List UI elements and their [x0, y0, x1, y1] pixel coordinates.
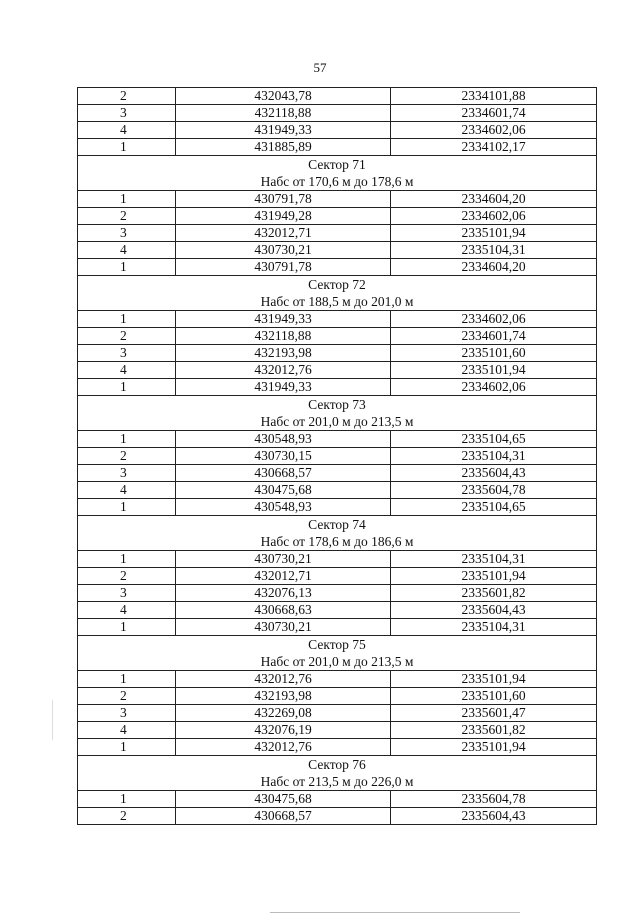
point-row: [78, 88, 597, 105]
point-row: [78, 568, 597, 585]
y-coordinate-cell: 2335104,65: [391, 499, 597, 516]
point-row: [78, 482, 597, 499]
point-number-cell: 1: [78, 619, 176, 636]
x-coordinate-cell: 431949,33: [176, 379, 391, 396]
y-coordinate-cell: 2335101,94: [391, 568, 597, 585]
x-coordinate-cell: 432012,76: [176, 739, 391, 756]
point-row: [78, 465, 597, 482]
point-number-cell: 3: [78, 705, 176, 722]
point-row: [78, 328, 597, 345]
point-number-cell: 1: [78, 191, 176, 208]
point-row: [78, 139, 597, 156]
y-coordinate-cell: 2335604,43: [391, 808, 597, 825]
point-number-cell: 1: [78, 431, 176, 448]
x-coordinate-cell: 432118,88: [176, 328, 391, 345]
y-coordinate-cell: 2334602,06: [391, 379, 597, 396]
point-number-cell: 4: [78, 122, 176, 139]
sector-header: [78, 156, 597, 191]
point-number-cell: 4: [78, 602, 176, 619]
x-coordinate-cell: 431949,28: [176, 208, 391, 225]
point-number-cell: 2: [78, 568, 176, 585]
y-coordinate-cell: 2335101,94: [391, 739, 597, 756]
point-row: [78, 499, 597, 516]
point-row: [78, 705, 597, 722]
point-number-cell: 3: [78, 345, 176, 362]
sector-header-row: [78, 636, 597, 671]
point-row: [78, 448, 597, 465]
sector-header-row: [78, 396, 597, 431]
y-coordinate-cell: 2335104,65: [391, 431, 597, 448]
sector-height-range: Набс от 188,5 м до 201,0 м: [260, 294, 414, 309]
x-coordinate-cell: 432269,08: [176, 705, 391, 722]
x-coordinate-cell: 431885,89: [176, 139, 391, 156]
y-coordinate-cell: 2335601,82: [391, 585, 597, 602]
x-coordinate-cell: 430730,21: [176, 619, 391, 636]
point-row: [78, 105, 597, 122]
y-coordinate-cell: 2335101,94: [391, 225, 597, 242]
x-coordinate-cell: 432193,98: [176, 345, 391, 362]
y-coordinate-cell: 2335104,31: [391, 242, 597, 259]
y-coordinate-cell: 2334601,74: [391, 105, 597, 122]
x-coordinate-cell: 430475,68: [176, 791, 391, 808]
point-number-cell: 1: [78, 551, 176, 568]
point-number-cell: 4: [78, 482, 176, 499]
point-number-cell: 1: [78, 259, 176, 276]
point-number-cell: 1: [78, 139, 176, 156]
point-number-cell: 2: [78, 208, 176, 225]
y-coordinate-cell: 2335604,78: [391, 482, 597, 499]
point-row: [78, 225, 597, 242]
point-row: [78, 311, 597, 328]
sector-header: [78, 396, 597, 431]
y-coordinate-cell: 2334602,06: [391, 208, 597, 225]
x-coordinate-cell: 430730,15: [176, 448, 391, 465]
x-coordinate-cell: 432012,76: [176, 671, 391, 688]
sector-height-range: Набс от 201,0 м до 213,5 м: [260, 414, 414, 429]
x-coordinate-cell: 430475,68: [176, 482, 391, 499]
point-number-cell: 4: [78, 722, 176, 739]
sector-header-row: [78, 516, 597, 551]
point-row: [78, 688, 597, 705]
point-row: [78, 431, 597, 448]
sector-title: Сектор 75: [308, 637, 366, 652]
x-coordinate-cell: 431949,33: [176, 122, 391, 139]
point-number-cell: 1: [78, 791, 176, 808]
point-row: [78, 671, 597, 688]
point-row: [78, 722, 597, 739]
sector-title: Сектор 76: [308, 757, 366, 772]
point-number-cell: 3: [78, 225, 176, 242]
y-coordinate-cell: 2335604,78: [391, 791, 597, 808]
point-row: [78, 345, 597, 362]
point-number-cell: 1: [78, 379, 176, 396]
x-coordinate-cell: 432076,13: [176, 585, 391, 602]
point-row: [78, 242, 597, 259]
x-coordinate-cell: 430668,57: [176, 808, 391, 825]
sector-header: [78, 276, 597, 311]
sector-header-row: [78, 276, 597, 311]
sector-height-range: Набс от 170,6 м до 178,6 м: [260, 174, 414, 189]
sector-height-range: Набс от 201,0 м до 213,5 м: [260, 654, 414, 669]
y-coordinate-cell: 2335101,94: [391, 671, 597, 688]
point-number-cell: 1: [78, 311, 176, 328]
point-number-cell: 4: [78, 242, 176, 259]
x-coordinate-cell: 430548,93: [176, 431, 391, 448]
point-row: [78, 259, 597, 276]
y-coordinate-cell: 2334102,17: [391, 139, 597, 156]
point-number-cell: 4: [78, 362, 176, 379]
y-coordinate-cell: 2335101,60: [391, 345, 597, 362]
y-coordinate-cell: 2335604,43: [391, 465, 597, 482]
point-number-cell: 3: [78, 585, 176, 602]
x-coordinate-cell: 430668,63: [176, 602, 391, 619]
x-coordinate-cell: 430668,57: [176, 465, 391, 482]
page-number: 57: [313, 60, 327, 75]
sector-title: Сектор 71: [308, 157, 366, 172]
coordinates-table-body: [78, 88, 597, 825]
coordinates-table: [77, 87, 597, 825]
point-number-cell: 1: [78, 671, 176, 688]
x-coordinate-cell: 430730,21: [176, 242, 391, 259]
x-coordinate-cell: 430791,78: [176, 191, 391, 208]
point-number-cell: 3: [78, 465, 176, 482]
point-row: [78, 808, 597, 825]
point-number-cell: 2: [78, 808, 176, 825]
y-coordinate-cell: 2334604,20: [391, 191, 597, 208]
x-coordinate-cell: 430548,93: [176, 499, 391, 516]
point-row: [78, 619, 597, 636]
y-coordinate-cell: 2335101,60: [391, 688, 597, 705]
sector-header-row: [78, 156, 597, 191]
point-row: [78, 208, 597, 225]
sector-title: Сектор 74: [308, 517, 366, 532]
y-coordinate-cell: 2335601,47: [391, 705, 597, 722]
sector-title: Сектор 72: [308, 277, 366, 292]
point-row: [78, 551, 597, 568]
scan-artifact-edge: [52, 700, 53, 740]
x-coordinate-cell: 431949,33: [176, 311, 391, 328]
point-number-cell: 2: [78, 448, 176, 465]
point-number-cell: 2: [78, 688, 176, 705]
point-row: [78, 191, 597, 208]
x-coordinate-cell: 432118,88: [176, 105, 391, 122]
x-coordinate-cell: 430791,78: [176, 259, 391, 276]
point-number-cell: 3: [78, 105, 176, 122]
sector-height-range: Набс от 178,6 м до 186,6 м: [260, 534, 414, 549]
x-coordinate-cell: 432012,71: [176, 568, 391, 585]
sector-title: Сектор 73: [308, 397, 366, 412]
y-coordinate-cell: 2334601,74: [391, 328, 597, 345]
point-row: [78, 585, 597, 602]
sector-header: [78, 756, 597, 791]
sector-header-row: [78, 756, 597, 791]
x-coordinate-cell: 432012,71: [176, 225, 391, 242]
point-row: [78, 362, 597, 379]
x-coordinate-cell: 432012,76: [176, 362, 391, 379]
y-coordinate-cell: 2334604,20: [391, 259, 597, 276]
point-number-cell: 2: [78, 328, 176, 345]
y-coordinate-cell: 2335104,31: [391, 551, 597, 568]
point-number-cell: 2: [78, 88, 176, 105]
y-coordinate-cell: 2335604,43: [391, 602, 597, 619]
y-coordinate-cell: 2335601,82: [391, 722, 597, 739]
x-coordinate-cell: 432193,98: [176, 688, 391, 705]
sector-header: [78, 636, 597, 671]
point-row: [78, 791, 597, 808]
y-coordinate-cell: 2334602,06: [391, 311, 597, 328]
y-coordinate-cell: 2335104,31: [391, 619, 597, 636]
scan-artifact-line: [270, 912, 520, 913]
point-row: [78, 122, 597, 139]
x-coordinate-cell: 432076,19: [176, 722, 391, 739]
y-coordinate-cell: 2334602,06: [391, 122, 597, 139]
point-number-cell: 1: [78, 739, 176, 756]
x-coordinate-cell: 430730,21: [176, 551, 391, 568]
point-number-cell: 1: [78, 499, 176, 516]
sector-height-range: Набс от 213,5 м до 226,0 м: [260, 774, 414, 789]
y-coordinate-cell: 2334101,88: [391, 88, 597, 105]
y-coordinate-cell: 2335104,31: [391, 448, 597, 465]
point-row: [78, 739, 597, 756]
sector-header: [78, 516, 597, 551]
y-coordinate-cell: 2335101,94: [391, 362, 597, 379]
x-coordinate-cell: 432043,78: [176, 88, 391, 105]
point-row: [78, 602, 597, 619]
point-row: [78, 379, 597, 396]
